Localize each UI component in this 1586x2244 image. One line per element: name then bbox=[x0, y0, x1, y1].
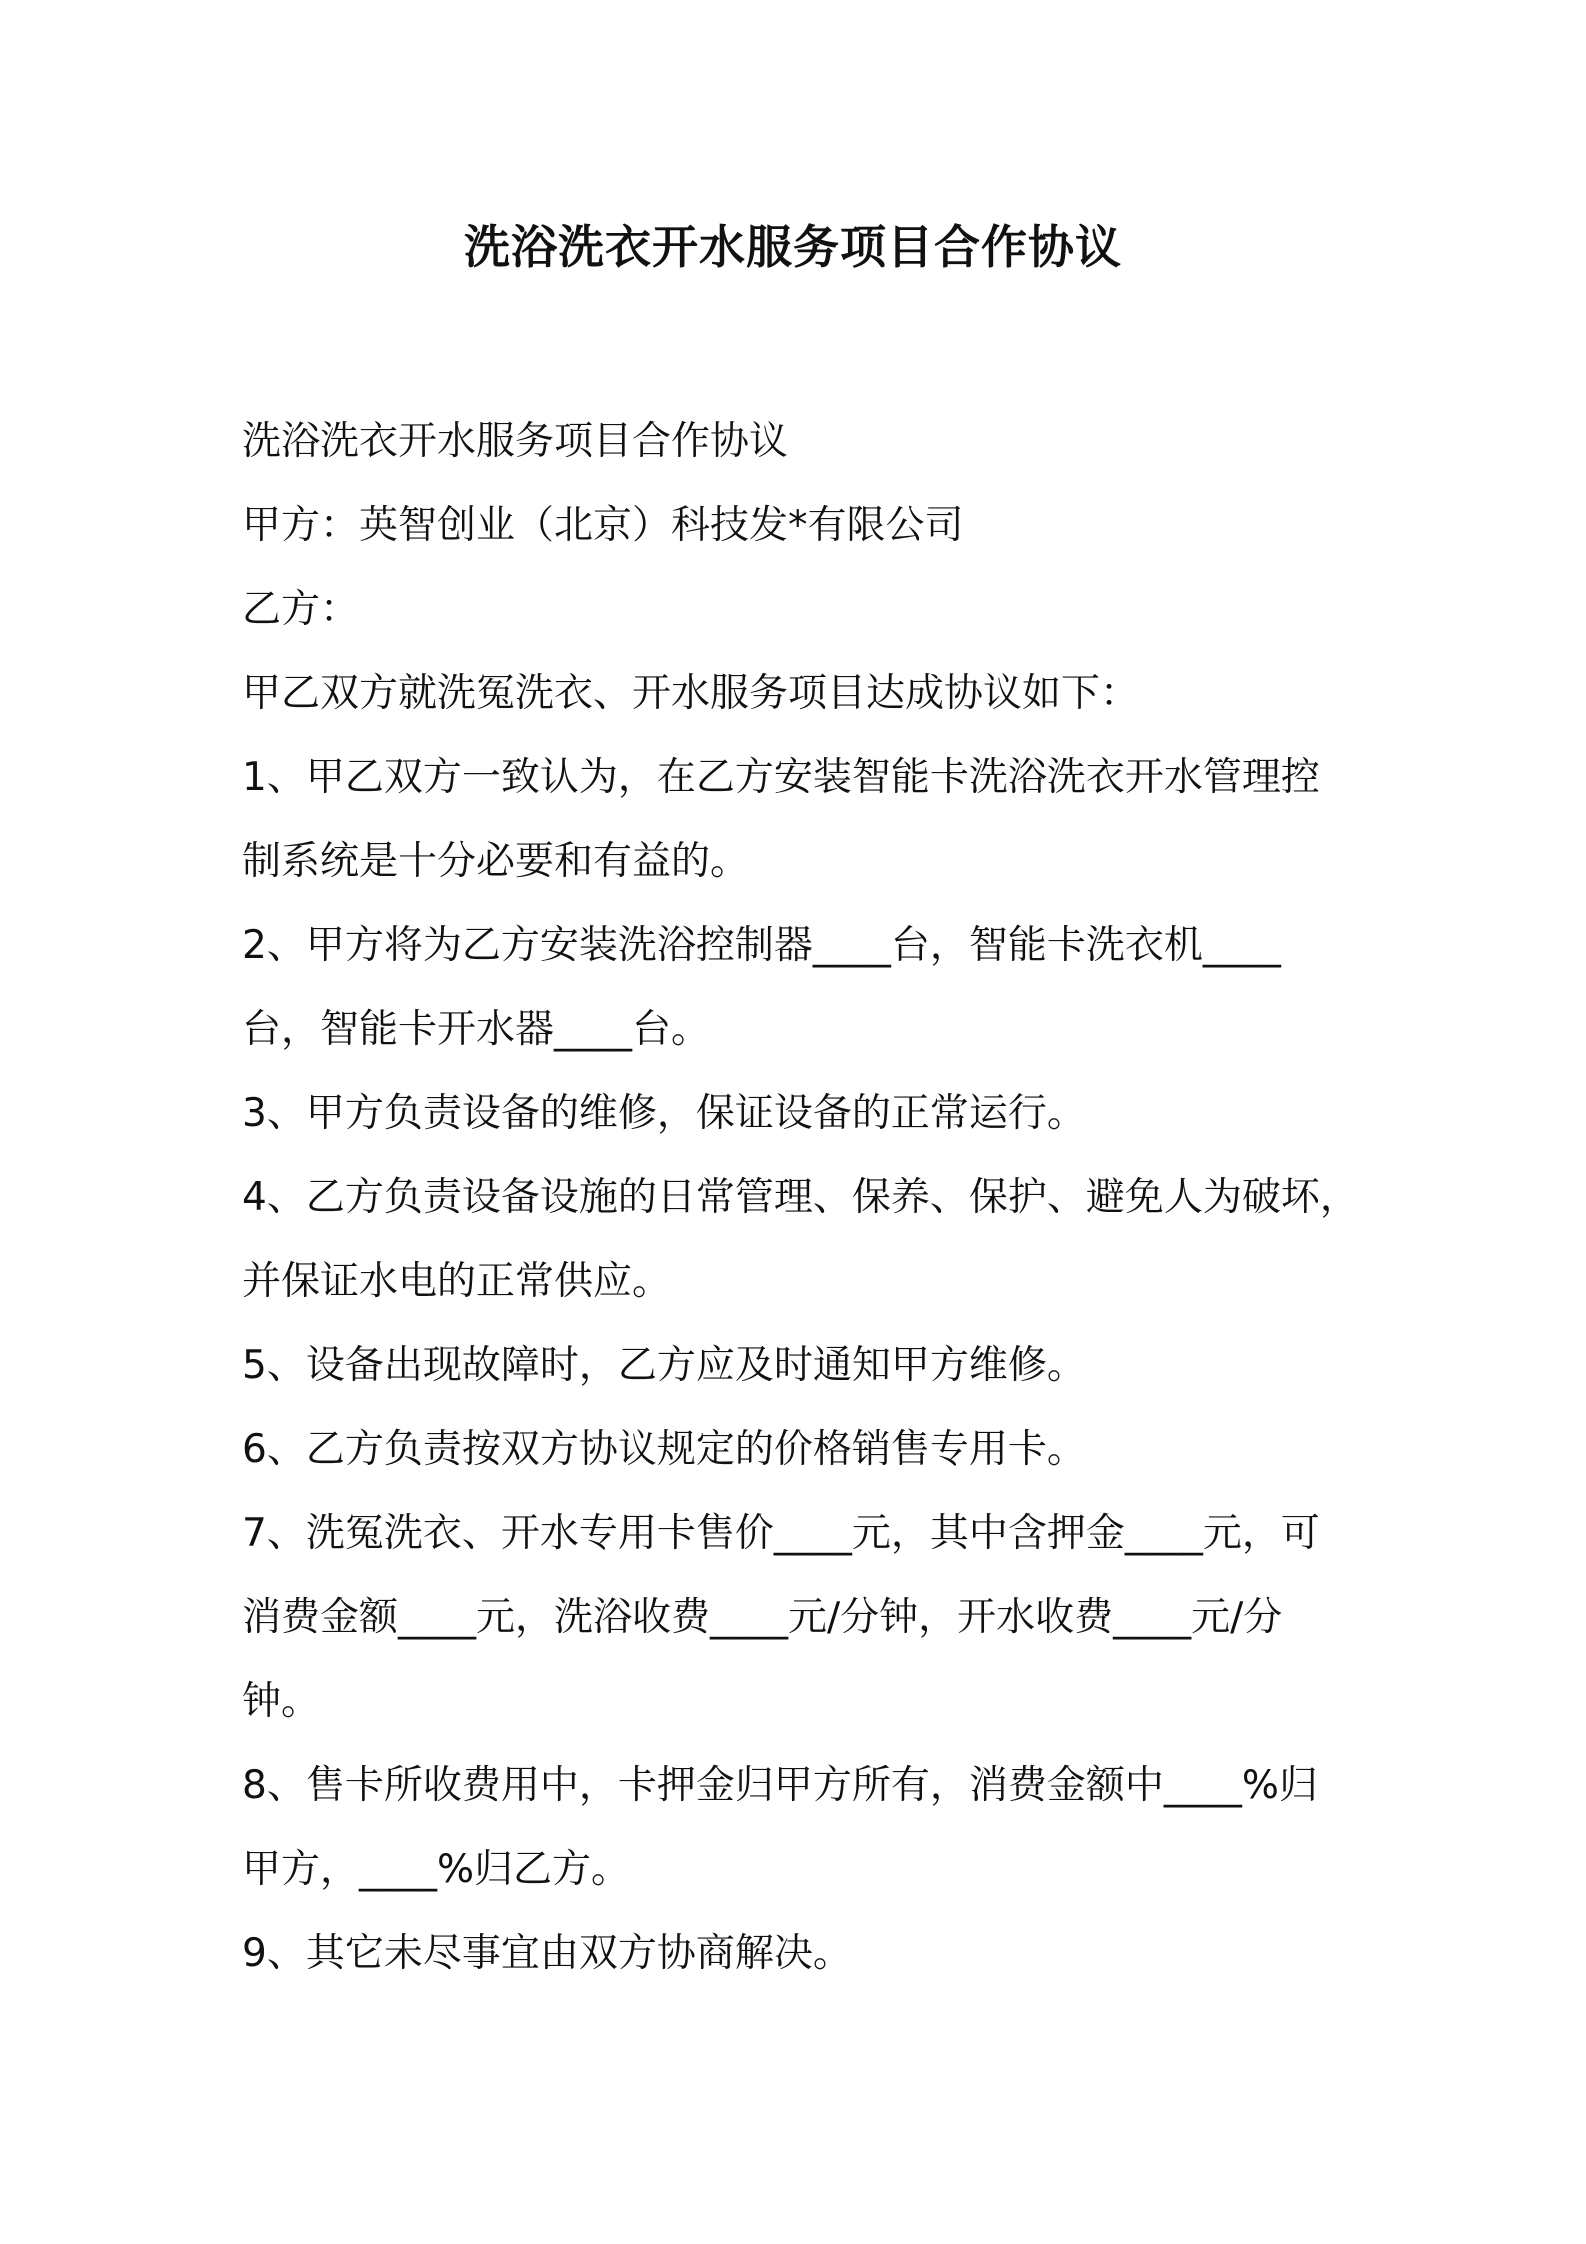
clause-line: 9、其它未尽事宜由双方协商解决。 bbox=[242, 1931, 852, 1976]
clause-line: 钟。 bbox=[242, 1679, 321, 1724]
clause-line: 1、甲乙双方一致认为，在乙方安装智能卡洗浴洗衣开水管理控 bbox=[242, 755, 1320, 800]
clause-line: 8、售卡所收费用中，卡押金归甲方所有，消费金额中____%归 bbox=[242, 1763, 1318, 1808]
clause-3 bbox=[242, 1072, 1377, 1156]
clause-line: 3、甲方负责设备的维修，保证设备的正常运行。 bbox=[242, 1091, 1086, 1136]
clause-7 bbox=[242, 1492, 1377, 1744]
clause-line: 7、洗冤洗衣、开水专用卡售价____元，其中含押金____元，可 bbox=[242, 1511, 1320, 1556]
party-b-line: 乙方： bbox=[242, 587, 360, 632]
clause-line: 消费金额____元，洗浴收费____元/分钟，开水收费____元/分 bbox=[242, 1595, 1283, 1640]
clause-line: 制系统是十分必要和有益的。 bbox=[242, 839, 750, 884]
document-body bbox=[242, 400, 1377, 1996]
clause-line: 6、乙方负责按双方协议规定的价格销售专用卡。 bbox=[242, 1427, 1086, 1472]
clause-4 bbox=[242, 1156, 1377, 1324]
clause-1 bbox=[242, 736, 1377, 904]
clause-line: 甲方，____%归乙方。 bbox=[242, 1847, 631, 1892]
clause-line: 并保证水电的正常供应。 bbox=[242, 1259, 672, 1304]
agreement-heading: 洗浴洗衣开水服务项目合作协议 bbox=[242, 419, 789, 464]
document-title: 洗浴洗衣开水服务项目合作协议 bbox=[464, 220, 1122, 274]
clause-6 bbox=[242, 1408, 1377, 1492]
party-a-line: 甲方：英智创业（北京）科技发*有限公司 bbox=[242, 503, 964, 548]
clause-line: 2、甲方将为乙方安装洗浴控制器____台，智能卡洗衣机____ bbox=[242, 923, 1281, 968]
clause-9 bbox=[242, 1912, 1377, 1996]
clause-line: 5、设备出现故障时，乙方应及时通知甲方维修。 bbox=[242, 1343, 1086, 1388]
clause-5 bbox=[242, 1324, 1377, 1408]
intro-line: 甲乙双方就洗冤洗衣、开水服务项目达成协议如下： bbox=[242, 671, 1140, 716]
clause-8 bbox=[242, 1744, 1377, 1912]
clause-line: 台，智能卡开水器____台。 bbox=[242, 1007, 711, 1052]
clause-line: 4、乙方负责设备设施的日常管理、保养、保护、避免人为破坏， bbox=[242, 1175, 1359, 1220]
clause-2 bbox=[242, 904, 1377, 1072]
